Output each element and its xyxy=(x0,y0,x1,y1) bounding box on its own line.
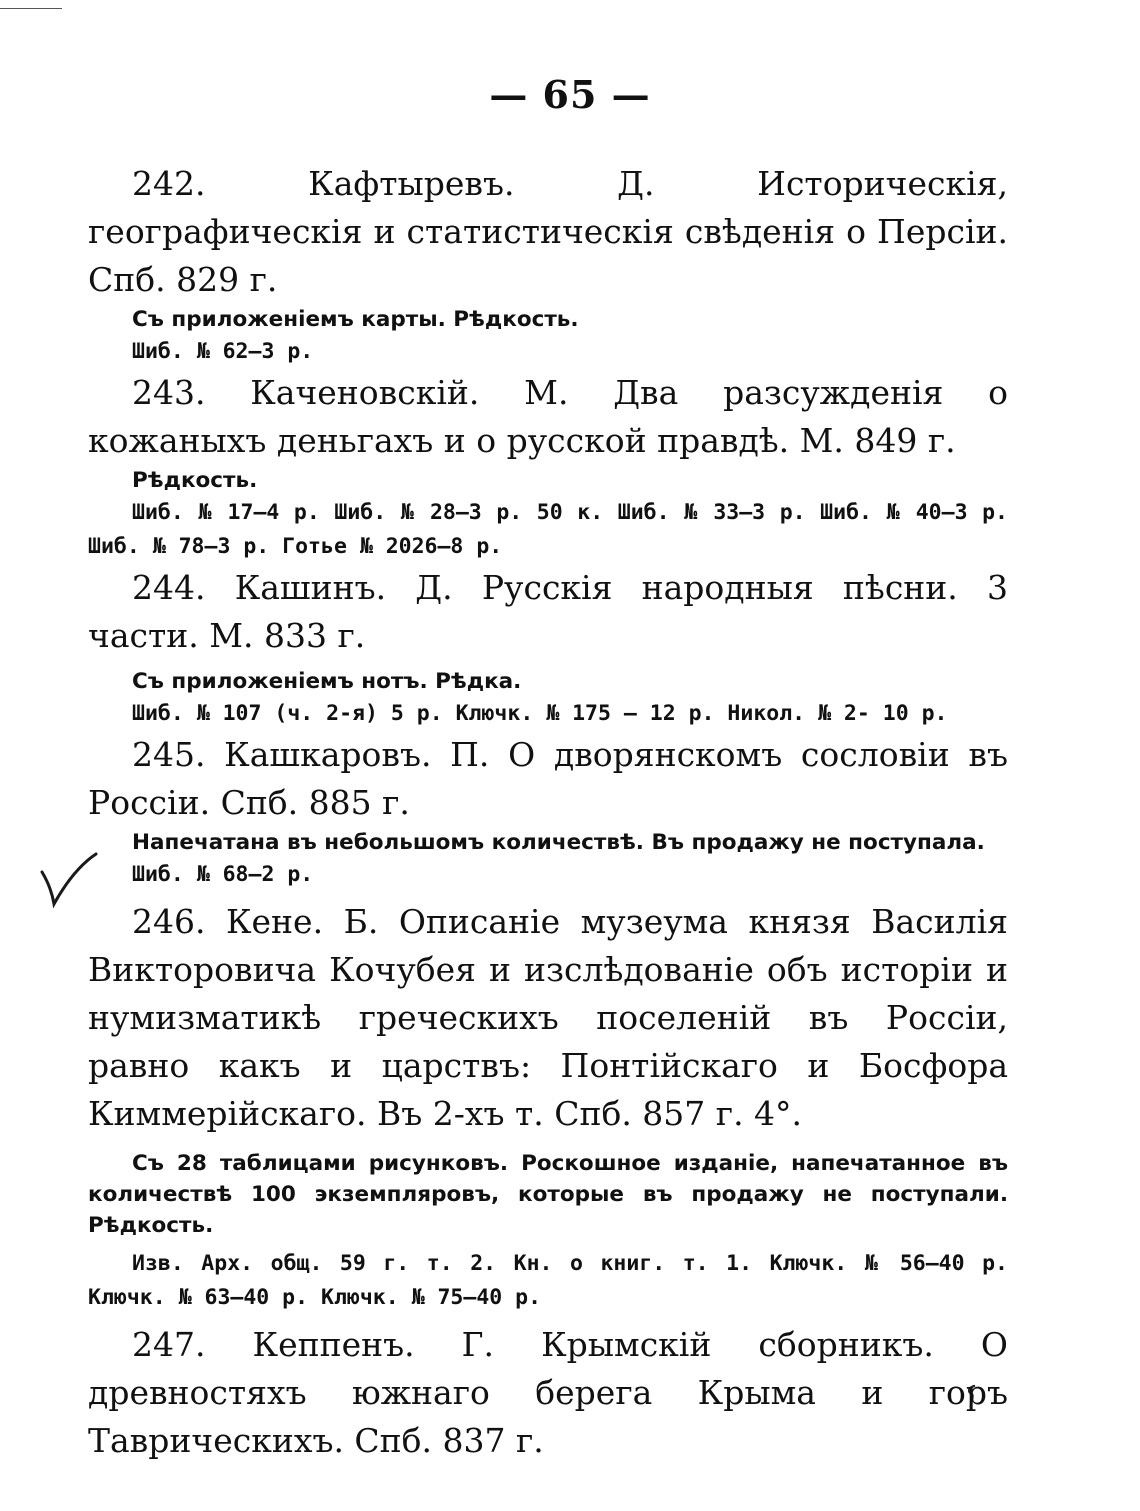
entry-note: Съ приложеніемъ нотъ. Рѣдка. xyxy=(132,669,522,694)
entry-title: 243. Каченовскій. М. Два разсужденія о кожаныхъ деньгахъ и о русской правдѣ. М. 849 г. xyxy=(88,373,1008,460)
entry-title: 247. Кеппенъ. Г. Крымскій сборникъ. О древностяхъ южнаго берега Крыма и горъ Таврическихъ. Спб. 837 г. xyxy=(88,1325,1008,1460)
entry-note: Рѣдкость. xyxy=(132,468,258,493)
entry-title: 242. Кафтыревъ. Д. Историческія, географическія и статистическія свѣденія о Персіи. Спб. 829 г. xyxy=(88,164,1008,299)
entry-note: Съ приложеніемъ карты. Рѣдкость. xyxy=(132,307,579,332)
entry-note: Напечатана въ небольшомъ количествѣ. Въ продажу не поступала. xyxy=(132,830,985,855)
spacer xyxy=(88,1138,1008,1148)
entry-refs: Шиб. № 68—2 р. xyxy=(132,862,314,887)
page-number: — 65 — xyxy=(489,72,651,117)
entry-refs: Шиб. № 62—3 р. xyxy=(132,339,314,364)
catalog-entry-246 xyxy=(88,898,1008,1315)
entry-title: 246. Кене. Б. Описаніе музеума князя Василія Викторовича Кочубея и изслѣдованіе объ исторіи и нумизматикѣ греческихъ поселеній въ Россіи, равно какъ и царствъ: Понтійскаго и Босфора Киммерійскаго. Въ 2-хъ т. Спб. 857 г. 4°. xyxy=(88,902,1008,1133)
catalog-page xyxy=(88,160,1008,1465)
entry-note: Съ 28 таблицами рисунковъ. Роскошное изданіе, напечатанное въ количествѣ 100 экземпляровъ, которые въ продажу не поступали. Рѣдкость. xyxy=(88,1151,1008,1238)
catalog-entry-243 xyxy=(88,369,1008,564)
entry-title: 244. Кашинъ. Д. Русскія народныя пѣсни. 3 части. М. 833 г. xyxy=(88,568,1008,655)
catalog-entry-247 xyxy=(88,1321,1008,1465)
catalog-entry-244 xyxy=(88,564,1008,731)
entry-refs: Изв. Арх. общ. 59 г. т. 2. Кн. о книг. т. 1. Ключк. № 56—40 р. Ключк. № 63—40 р. Ключк. № 75—40 р. xyxy=(88,1251,1008,1310)
corner-rule xyxy=(0,8,62,9)
catalog-entry-242 xyxy=(88,160,1008,369)
entry-refs: Шиб. № 17—4 р. Шиб. № 28—3 р. 50 к. Шиб. № 33—3 р. Шиб. № 40—3 р. Шиб. № 78—3 р. Готье № 2026—8 р. xyxy=(88,500,1008,559)
entry-refs: Шиб. № 107 (ч. 2-я) 5 р. Ключк. № 175 — 12 р. Никол. № 2- 10 р. xyxy=(132,701,948,726)
entry-title: 245. Кашкаровъ. П. О дворянскомъ сословіи въ Россіи. Спб. 885 г. xyxy=(88,735,1008,822)
catalog-entry-245 xyxy=(88,731,1008,892)
